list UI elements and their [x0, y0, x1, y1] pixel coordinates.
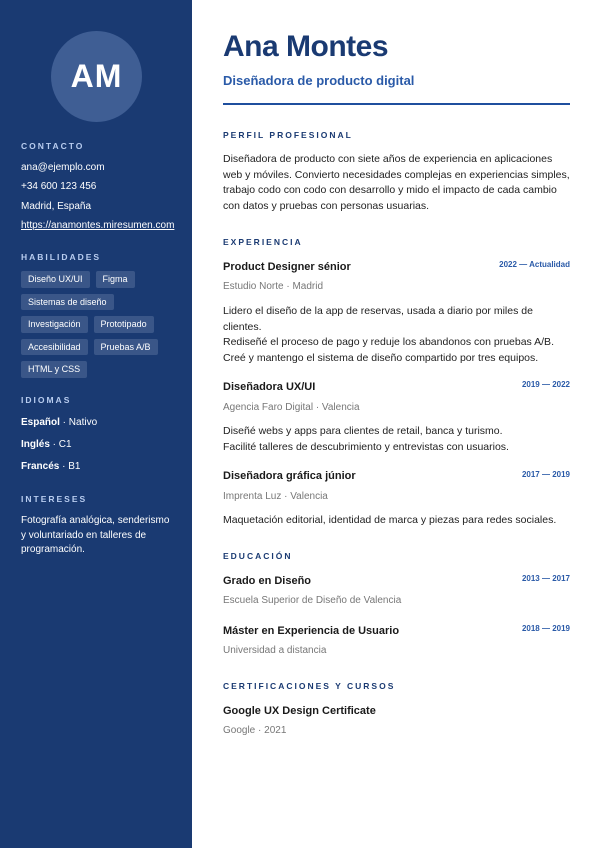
profile-text: Diseñadora de producto con siete años de experiencia en aplicaciones web y móviles. Convierto necesidades complejas en experiencias simples, trabajo codo con codo con desarrollo y mido el impacto de cada cambio con datos y pruebas con personas usuarias. [223, 153, 570, 212]
certification-issuer: Google · 2021 [223, 725, 287, 736]
skill-chip: Diseño UX/UI [21, 271, 90, 288]
job-description-line: Maquetación editorial, identidad de marca y piezas para redes sociales. [223, 514, 557, 526]
education-dates: 2018 — 2019 [521, 624, 570, 633]
skill-chip: Figma [96, 271, 135, 288]
education-title: Grado en Diseño [223, 575, 312, 587]
job-dates: 2019 — 2022 [521, 380, 570, 389]
job-description-line: Lidero el diseño de la app de reservas, usada a diario por miles de clientes. [223, 305, 533, 333]
job-title: Diseñadora UX/UI [223, 381, 316, 393]
job-description-line: Creé y mantengo el sistema de diseño compartido por tres equipos. [223, 351, 539, 364]
job-organization: Agencia Faro Digital · Valencia [223, 402, 360, 413]
education-heading: EDUCACIÓN [223, 551, 293, 561]
languages-heading: IDIOMAS [21, 395, 72, 405]
person-name: Ana Montes [223, 30, 389, 63]
job-description-line: Rediseñé el proceso de pago y reduje los abandonos con pruebas A/B. [223, 336, 554, 348]
contact-phone[interactable]: +34 600 123 456 [21, 181, 97, 192]
language-item [21, 439, 72, 450]
job-description [223, 513, 570, 529]
language-name: Inglés [21, 439, 50, 450]
job-title: Product Designer sénior [223, 261, 351, 273]
language-name: Francés [21, 461, 60, 472]
profile-heading: PERFIL PROFESIONAL [223, 130, 353, 140]
skills-heading: HABILIDADES [21, 252, 102, 262]
language-level: · B1 [59, 461, 81, 472]
job-description-line: Diseñé webs y apps para clientes de retail, banca y turismo. [223, 425, 503, 437]
skill-chip: Sistemas de diseño [21, 294, 114, 311]
job-organization: Imprenta Luz · Valencia [223, 491, 328, 502]
main-content [223, 0, 570, 848]
contact-website-link[interactable]: https://anamontes.miresumen.com [21, 220, 175, 231]
experience-heading: EXPERIENCIA [223, 237, 303, 247]
language-level: · Nativo [59, 417, 98, 428]
certifications-heading: CERTIFICACIONES Y CURSOS [223, 681, 396, 691]
avatar: AM [51, 31, 142, 122]
certification-title: Google UX Design Certificate [223, 705, 376, 717]
language-item [21, 461, 80, 472]
job-role: Diseñadora de producto digital [223, 73, 415, 88]
contact-location: Madrid, España [21, 201, 92, 212]
language-item [21, 417, 97, 428]
skill-chip: Accesibilidad [21, 339, 88, 356]
education-dates: 2013 — 2017 [521, 574, 570, 583]
education-institution: Escuela Superior de Diseño de Valencia [223, 595, 402, 606]
contact-email[interactable]: ana@ejemplo.com [21, 162, 105, 173]
skill-chip: HTML y CSS [21, 361, 87, 378]
skills-list [21, 271, 181, 378]
job-dates: 2022 — Actualidad [499, 260, 570, 269]
contact-heading: CONTACTO [21, 141, 85, 151]
skill-chip: Pruebas A/B [94, 339, 158, 356]
language-level: · C1 [49, 439, 72, 450]
job-description-line: Facilité talleres de descubrimiento y entrevistas con usuarios. [223, 440, 509, 453]
interests-heading: INTERESES [21, 494, 88, 504]
skill-chip: Prototipado [94, 316, 154, 333]
job-dates: 2017 — 2019 [521, 470, 570, 479]
education-institution: Universidad a distancia [223, 645, 327, 656]
sidebar [0, 0, 192, 848]
education-title: Máster en Experiencia de Usuario [223, 625, 400, 637]
language-name: Español [21, 417, 60, 428]
job-title: Diseñadora gráfica júnior [223, 470, 356, 482]
skill-chip: Investigación [21, 316, 88, 333]
header-divider [223, 103, 570, 105]
interests-text: Fotografía analógica, senderismo y voluntariado en talleres de programación. [21, 515, 170, 555]
job-organization: Estudio Norte · Madrid [223, 281, 324, 292]
job-description [223, 304, 570, 366]
job-description [223, 424, 570, 455]
